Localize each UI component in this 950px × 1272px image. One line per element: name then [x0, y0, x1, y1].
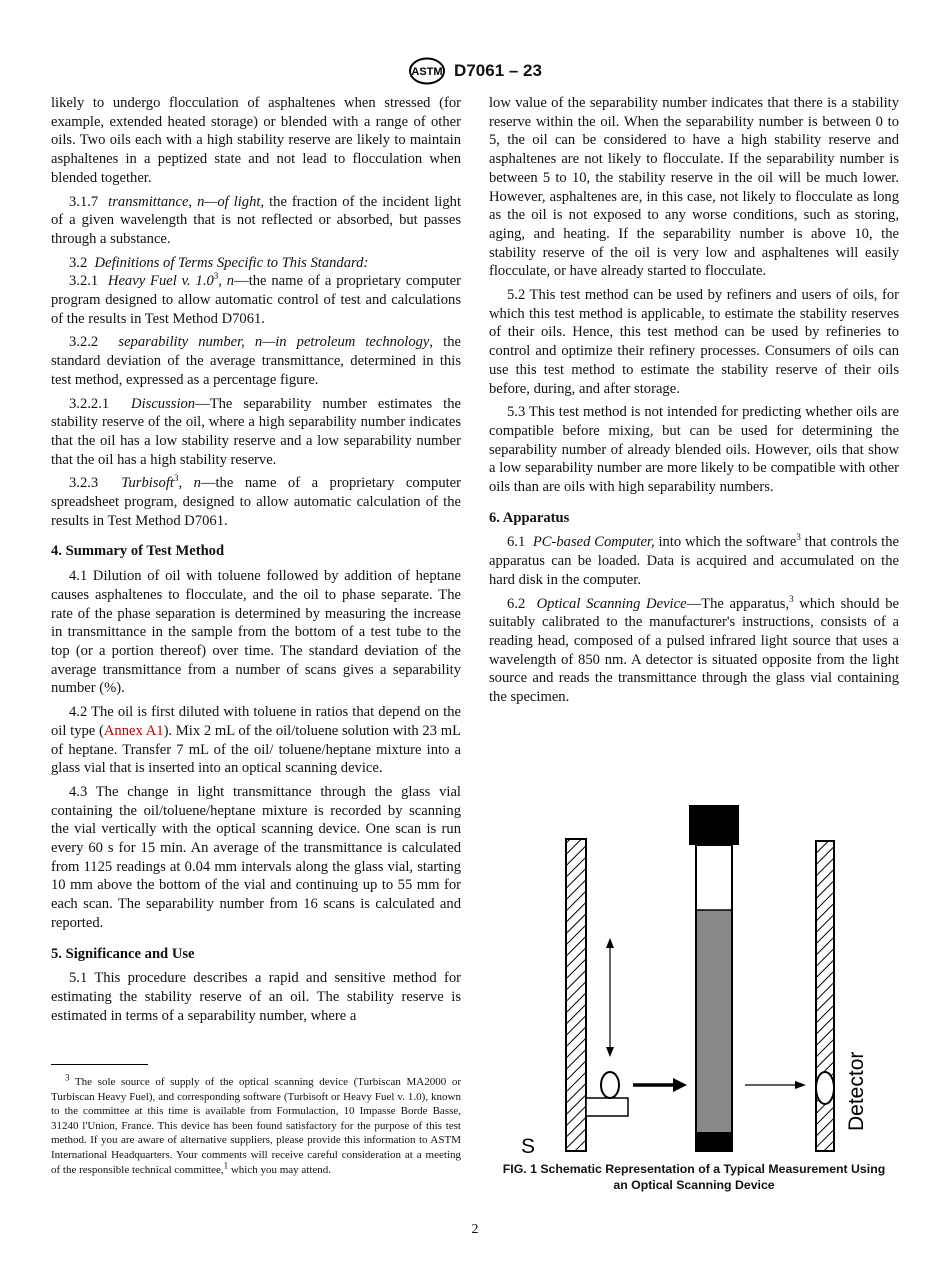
transmitted-beam-arrow: [745, 1081, 806, 1089]
discussion-3-2-2-1: 3.2.2.1 Discussion—The separability number estimates the stability reserve of the oil, where a high separability number indicates that the oil has a low stability reserve and a low separability number that the oil has a high stability reserve.: [51, 395, 461, 468]
definition-3-2-1: 3.2.1 Heavy Fuel v. $1.0^3$, n—the name of a proprietary computer program designed to allow automatic control of test and calculations of the results in Test Method D7061.: [51, 271, 461, 327]
footnote-3: $^3$ The sole source of supply of the optical scanning device (Turbiscan MA2000 or Turbiscan Heavy Fuel), and corresponding software (Turbisoft or Heavy Fuel v. 1.0), known to the committee at this time is available from Formulaction, 10 Impasse Borde Basse, 31240 l'Union, France. This device has been found satisfactory for the purpose of this test method. If you are aware of alternative suppliers, please provide this information to ASTM International Headquarters. Your comments will receive careful consideration at a meeting of the responsible technical committee,$^1$ which you may attend.: [51, 1072, 461, 1176]
scan-direction-arrow: [606, 938, 614, 1057]
detector-label: Detector: [845, 1051, 868, 1131]
light-source-icon: [601, 1072, 619, 1098]
section-3-2: 3.2 Definitions of Terms Specific to This Standard:: [69, 254, 369, 271]
paragraph-4-2: 4.2 The oil is first diluted with toluene in ratios that depend on the oil type (Annex A1). Mix 2 mL of the oil/toluene solution with 23 mL of heptane. Transfer 7 mL of the oil/ toluene/heptane mixture into a glass vial that is inserted into an optical scanning device.: [51, 704, 462, 777]
document-id: D7061 – 23: [454, 61, 542, 80]
definition-3-2-3: 3.2.3 Turbisoft$^3$, n—the name of a proprietary computer spreadsheet program, designed to allow automatic calculation of the results in Test Method D7061.: [51, 473, 462, 529]
paragraph-5-3: 5.3 This test method is not intended for predicting whether oils are compatible before mixing, but can be used for determining the separability number of already blended oils. However, oils that show a low separability number are more likely to be compatible with other oils than are oils with high separability numbers.: [489, 404, 899, 496]
paragraph-4-1: 4.1 Dilution of oil with toluene followed by addition of heptane causes asphaltenes to flocculate, and the oil to phase separate. The rate of the phase separation is determined by measuring the increase in transmittance in the sample from the bottom of a test tube to the top (or a portion thereof) over time. The standard deviation of the average transmittance from a number of scans gives a separability number (%).: [51, 568, 461, 697]
left-column: [51, 94, 461, 1030]
section-heading-5: 5. Significance and Use: [51, 945, 195, 962]
figure-1-schematic: [489, 795, 899, 1155]
sample-label-s: S: [521, 1135, 536, 1155]
svg-text:ASTM: ASTM: [411, 66, 443, 78]
glass-vial: [689, 805, 739, 1151]
paragraph-4-3: 4.3 The change in light transmittance through the glass vial containing the oil/toluene/heptane mixture is recorded by scanning the vial vertically with the optical scanning device. One scan is run every 60 s for 15 min. An average of the transmittance is calculated from 1125 readings at 0.04 mm intervals along the glass vial, starting 10 mm above the bottom of the vial and continuing up to 55 mm for each scan. The separability number from 16 scans is calculated and reported.: [51, 783, 461, 931]
annex-a1-link[interactable]: Annex A1: [103, 722, 164, 739]
page-number: 2: [471, 1222, 479, 1237]
definition-3-1-7: 3.1.7 transmittance, n—of light, the fraction of the incident light of a given wavelength that is not reflected or absorbed, but passes through a substance.: [51, 193, 462, 247]
paragraph-5-2: 5.2 This test method can be used by refiners and users of oils, for which this test method is applicable, to estimate the stability reserves of their oils. Hence, this test method can be used by refineries to control and optimize their refinery processes. Consumers of oils can use this test method to estimate the stability reserve of their oils before, during, and after storage.: [489, 287, 899, 397]
astm-logo-icon: [408, 57, 446, 85]
paragraph-5-1-continued: low value of the separability number indicates that there is a stability reserve within the oil. When the separability number is between 0 to 5, the oil can be considered to have a high stability reserve and asphaltenes are not likely to flocculate. If the separability number is between 5 to 10, the stability reserve in the oil will be much lower. However, asphaltenes are, in this case, not likely to flocculate as long as the oil is not exposed to any worse conditions, such as storing, aging, and heating. If the separability number is above 10, the stability reserve of the oil is very low and asphaltenes will easily flocculate, or have already started to flocculate.: [489, 95, 899, 280]
section-heading-4: 4. Summary of Test Method: [51, 543, 225, 560]
footnote-divider: [51, 1064, 148, 1065]
paragraph-5-1: 5.1 This procedure describes a rapid and sensitive method for estimating the stability reserve of an oil. The stability reserve is estimated in terms of a separability number, where a: [51, 970, 461, 1024]
paragraph-6-2: 6.2 Optical Scanning Device—The apparatus,$^3$ which should be suitably calibrated to the manufacturer's instructions, consists of a reading head, composed of a pulsed infrared light source that uses a wavelength of 850 nm. A detector is situated opposite from the light source and reads the transmittance through the glass vial containing the specimen.: [489, 593, 899, 706]
figure-caption: FIG. 1 Schematic Representation of a Typical Measurement Using an Optical Scanning Device: [502, 1162, 886, 1192]
paragraph: likely to undergo flocculation of asphaltenes when stressed (for example, extended heated storage) or blended with a range of other oils. Two oils each with a high stability reserve are likely to maintain asphaltenes in a peptized state and not lead to flocculation when blended together.: [51, 95, 461, 186]
light-source-holder: [586, 1098, 628, 1116]
paragraph-6-1: 6.1 PC-based Computer, into which the software$^3$ that controls the apparatus can be loaded. Data is acquired and accumulated on the hard disk in the computer.: [489, 532, 900, 588]
detector-icon: [816, 1072, 834, 1104]
right-column: [489, 94, 899, 712]
section-heading-6: 6. Apparatus: [489, 509, 570, 526]
incident-beam-arrow: [633, 1078, 687, 1092]
definition-3-2-2: 3.2.2 separability number, n—in petroleum technology, the standard deviation of the average transmittance, determined in this test method, expressed as a percentage figure.: [51, 334, 461, 388]
scale-bar: [566, 839, 586, 1151]
page-header: [0, 57, 950, 85]
